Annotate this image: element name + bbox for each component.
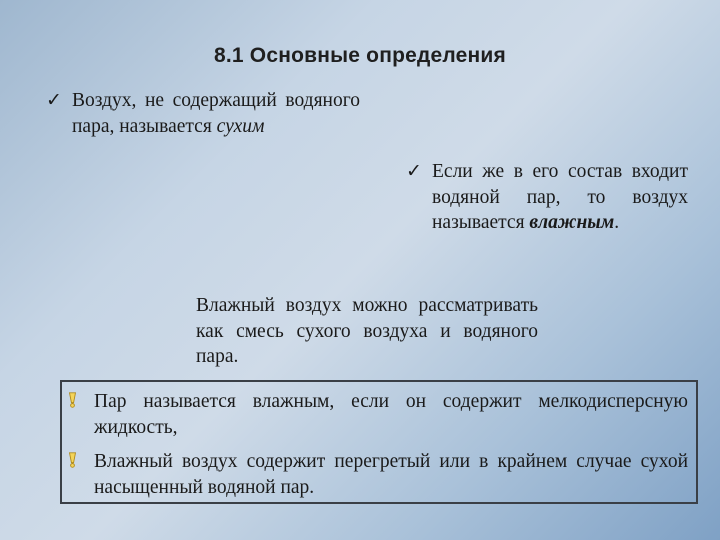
humid-air-end: . <box>614 212 620 233</box>
dry-air-term: сухим <box>216 115 265 137</box>
humid-air-text: Если же в его состав входит водяной пар, то воздух называется <box>432 161 688 233</box>
page-title: 8.1 Основные определения <box>213 44 506 67</box>
exclamation-icon <box>68 392 77 408</box>
note-item: Влажный воздух содержит перегретый или в крайнем случае сухой насыщенный водяной пар. <box>94 451 688 498</box>
exclamation-icon <box>68 452 77 468</box>
note-item: Пар называется влажным, если он содержит мелкодисперсную жидкость, <box>94 391 688 438</box>
checkmark-icon: ✓ <box>46 89 62 111</box>
humid-air-definition <box>432 159 688 236</box>
mixture-statement: Влажный воздух можно рассматривать как смесь сухого воздуха и водяного пара. <box>196 295 538 367</box>
humid-air-term: влажным <box>529 212 615 233</box>
checkmark-icon: ✓ <box>406 160 422 182</box>
dry-air-definition <box>72 88 360 139</box>
dry-air-text: Воздух, не содержащий водяного пара, называется <box>72 90 360 137</box>
